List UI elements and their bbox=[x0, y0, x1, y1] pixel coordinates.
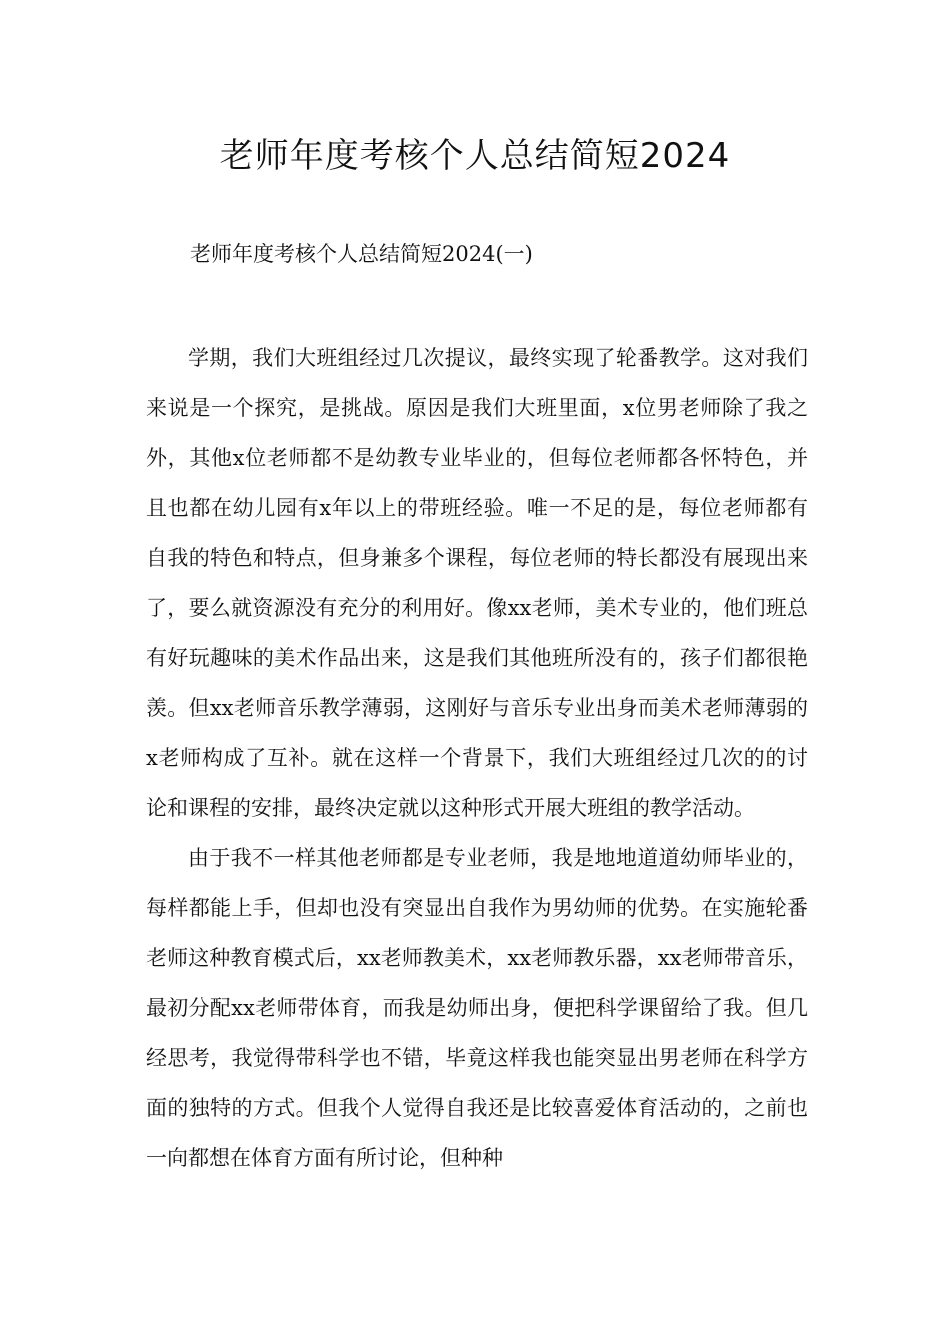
document-title: 老师年度考核个人总结简短2024 bbox=[219, 136, 731, 176]
document-subtitle: 老师年度考核个人总结简短2024(一) bbox=[190, 242, 533, 266]
document-body bbox=[146, 333, 808, 1183]
paragraph: 由于我不一样其他老师都是专业老师，我是地地道道幼师毕业的，每样都能上手，但却也没有突显出自我作为男幼师的优势。在实施轮番老师这种教育模式后，xx老师教美术，xx老师教乐器，xx老师带音乐，最初分配xx老师带体育，而我是幼师出身，便把科学课留给了我。但几经思考，我觉得带科学也不错，毕竟这样我也能突显出男老师在科学方面的独特的方式。但我个人觉得自我还是比较喜爱体育活动的，之前也一向都想在体育方面有所讨论，但种种 bbox=[146, 846, 808, 1170]
paragraph: 学期，我们大班组经过几次提议，最终实现了轮番教学。这对我们来说是一个探究，是挑战。原因是我们大班里面，x位男老师除了我之外，其他x位老师都不是幼教专业毕业的，但每位老师都各怀特色，并且也都在幼儿园有x年以上的带班经验。唯一不足的是，每位老师都有自我的特色和特点，但身兼多个课程，每位老师的特长都没有展现出来了，要么就资源没有充分的利用好。像xx老师，美术专业的，他们班总有好玩趣味的美术作品出来，这是我们其他班所没有的，孩子们都很艳羡。但xx老师音乐教学薄弱，这刚好与音乐专业出身而美术老师薄弱的x老师构成了互补。就在这样一个背景下，我们大班组经过几次的的讨论和课程的安排，最终决定就以这种形式开展大班组的教学活动。 bbox=[146, 346, 808, 820]
